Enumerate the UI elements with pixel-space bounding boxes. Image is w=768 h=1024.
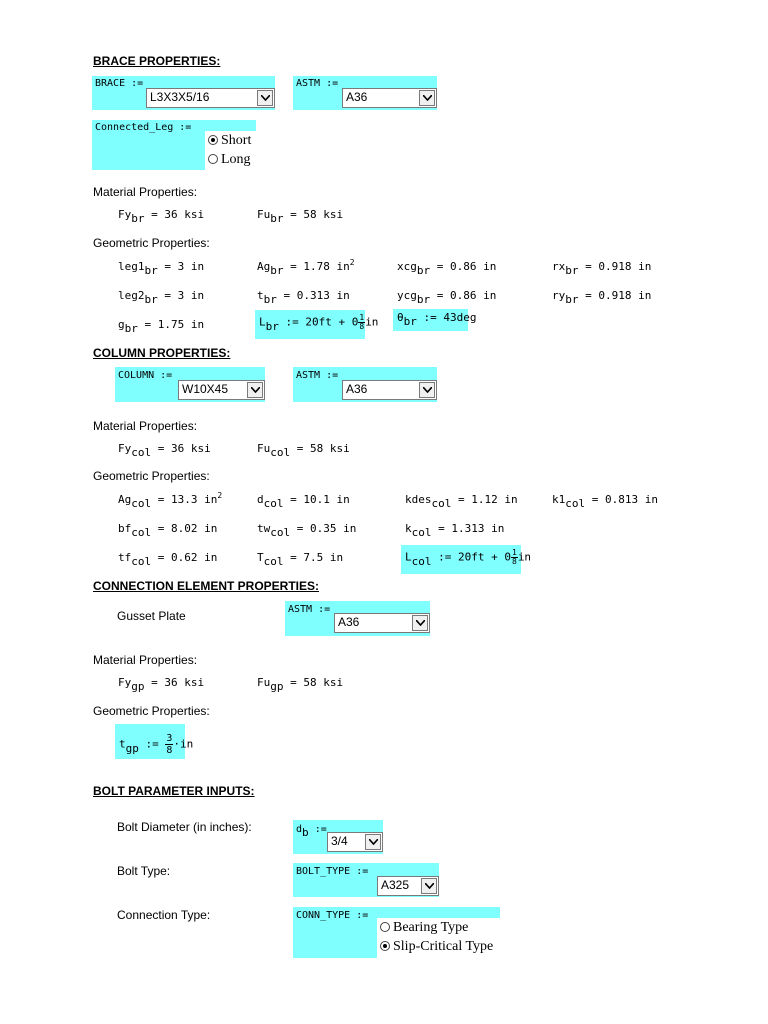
radio-long-label: Long (221, 152, 251, 167)
brace-astm-select[interactable] (342, 88, 437, 108)
bolt-diameter-lhs: db := (296, 824, 327, 839)
chevron-down-icon[interactable] (419, 90, 435, 106)
chevron-down-icon[interactable] (247, 382, 263, 398)
radio-long[interactable] (208, 152, 251, 168)
column-geometric-title: Geometric Properties: (93, 469, 210, 483)
brace-prop-ry: rybr = 0.918 in (552, 289, 652, 306)
connection-type-label: Connection Type: (117, 908, 211, 922)
bolt-diameter-label: Bolt Diameter (in inches): (117, 820, 252, 834)
column-select[interactable] (178, 380, 265, 400)
brace-astm-value: A36 (346, 90, 368, 104)
gusset-astm-label: ASTM := (288, 604, 331, 615)
chevron-down-icon[interactable] (419, 382, 435, 398)
brace-astm-label: ASTM := (296, 78, 339, 89)
bolt-type-label: Bolt Type: (117, 864, 171, 878)
gusset-thickness-fraction: $\frac{3}{8}$ (166, 733, 173, 756)
bolt-type-var-label: BOLT_TYPE := (296, 866, 369, 877)
column-length[interactable]: Lcol := 20ft + 0 $\frac{1}{8}$ in (405, 548, 532, 568)
brace-prop-ag: Agbr = 1.78 $in^2$ (257, 258, 355, 277)
brace-prop-rx: rxbr = 0.918 in (552, 260, 652, 277)
brace-prop-ycg: ycgbr = 0.86 in (397, 289, 497, 306)
connected-leg-label: Connected_Leg := (95, 122, 192, 133)
column-prop-k1: k1col = 0.813 in (552, 493, 658, 510)
brace-properties-header: BRACE PROPERTIES: (93, 54, 221, 68)
bolt-diameter-select[interactable] (327, 832, 383, 852)
brace-prop-leg2: leg2br = 3 in (118, 289, 205, 306)
brace-material-title: Material Properties: (93, 185, 198, 199)
gusset-astm-select[interactable] (334, 613, 430, 633)
chevron-down-icon[interactable] (421, 878, 437, 894)
column-length-fraction: $\frac{1}{8}$ (511, 548, 517, 566)
column-prop-k: kcol = 1.313 in (405, 522, 505, 539)
column-astm-label: ASTM := (296, 370, 339, 381)
column-prop-kdes: kdescol = 1.12 in (405, 493, 518, 510)
radio-checked-icon[interactable] (208, 135, 218, 145)
column-prop-tf: tfcol = 0.62 in (118, 551, 218, 568)
column-astm-select[interactable] (342, 380, 437, 400)
chevron-down-icon[interactable] (412, 615, 428, 631)
column-label: COLUMN := (118, 370, 173, 381)
radio-short-label: Short (221, 133, 252, 148)
bolt-parameter-header: BOLT PARAMETER INPUTS: (93, 784, 255, 798)
bolt-type-value: A325 (381, 878, 410, 892)
brace-prop-g: gbr = 1.75 in (118, 318, 205, 335)
chevron-down-icon[interactable] (365, 834, 381, 850)
column-material-title: Material Properties: (93, 419, 198, 433)
connection-properties-header: CONNECTION ELEMENT PROPERTIES: (93, 579, 320, 593)
connected-leg-radio-group (205, 131, 256, 170)
radio-short[interactable] (208, 133, 251, 149)
chevron-down-icon[interactable] (257, 90, 273, 106)
brace-select-value: L3X3X5/16 (150, 90, 210, 104)
radio-slip-critical-type-label: Slip-Critical Type (393, 939, 494, 954)
brace-label: BRACE := (95, 78, 144, 89)
brace-fy: Fybr = 36 ksi (118, 208, 205, 225)
radio-unchecked-icon[interactable] (380, 922, 390, 932)
column-fy: Fycol = 36 ksi (118, 442, 211, 459)
bolt-diameter-value: 3/4 (331, 834, 348, 848)
brace-geometric-title: Geometric Properties: (93, 236, 210, 250)
column-prop-T: Tcol = 7.5 in (257, 551, 344, 568)
brace-prop-leg1: leg1br = 3 in (118, 260, 205, 277)
conn-type-var-label: CONN_TYPE := (296, 910, 369, 921)
brace-prop-xcg: xcgbr = 0.86 in (397, 260, 497, 277)
gusset-fu: Fugp = 58 ksi (257, 676, 344, 693)
radio-unchecked-icon[interactable] (208, 154, 218, 164)
brace-length-fraction: $\frac{1}{8}$ (359, 313, 365, 331)
connection-geometric-title: Geometric Properties: (93, 704, 210, 718)
gusset-thickness[interactable]: tgp := $\frac{3}{8}$ ·in (119, 733, 194, 756)
brace-fu: Fubr = 58 ksi (257, 208, 344, 225)
radio-slip-critical-type[interactable] (380, 939, 493, 955)
column-prop-d: dcol = 10.1 in (257, 493, 350, 510)
column-properties-header: COLUMN PROPERTIES: (93, 346, 231, 360)
radio-bearing-type[interactable] (380, 920, 468, 936)
bolt-type-select[interactable] (377, 876, 439, 896)
column-prop-ag: Agcol = 13.3 $in^2$ (118, 491, 223, 510)
gusset-fy: Fygp = 36 ksi (118, 676, 205, 693)
radio-checked-icon[interactable] (380, 941, 390, 951)
connection-type-radio-group (377, 918, 500, 958)
brace-theta[interactable]: θbr := 43deg (397, 311, 477, 328)
gusset-astm-value: A36 (338, 615, 360, 629)
gusset-plate-label: Gusset Plate (117, 609, 186, 623)
column-fu: Fucol = 58 ksi (257, 442, 350, 459)
column-select-value: W10X45 (182, 382, 229, 396)
brace-length[interactable]: Lbr := 20ft + 0 $\frac{1}{8}$ in (259, 313, 379, 333)
column-prop-tw: twcol = 0.35 in (257, 522, 357, 539)
column-prop-bf: bfcol = 8.02 in (118, 522, 218, 539)
brace-select[interactable] (146, 88, 275, 108)
column-astm-value: A36 (346, 382, 368, 396)
brace-prop-t: tbr = 0.313 in (257, 289, 350, 306)
radio-bearing-type-label: Bearing Type (393, 920, 469, 935)
connection-material-title: Material Properties: (93, 653, 198, 667)
